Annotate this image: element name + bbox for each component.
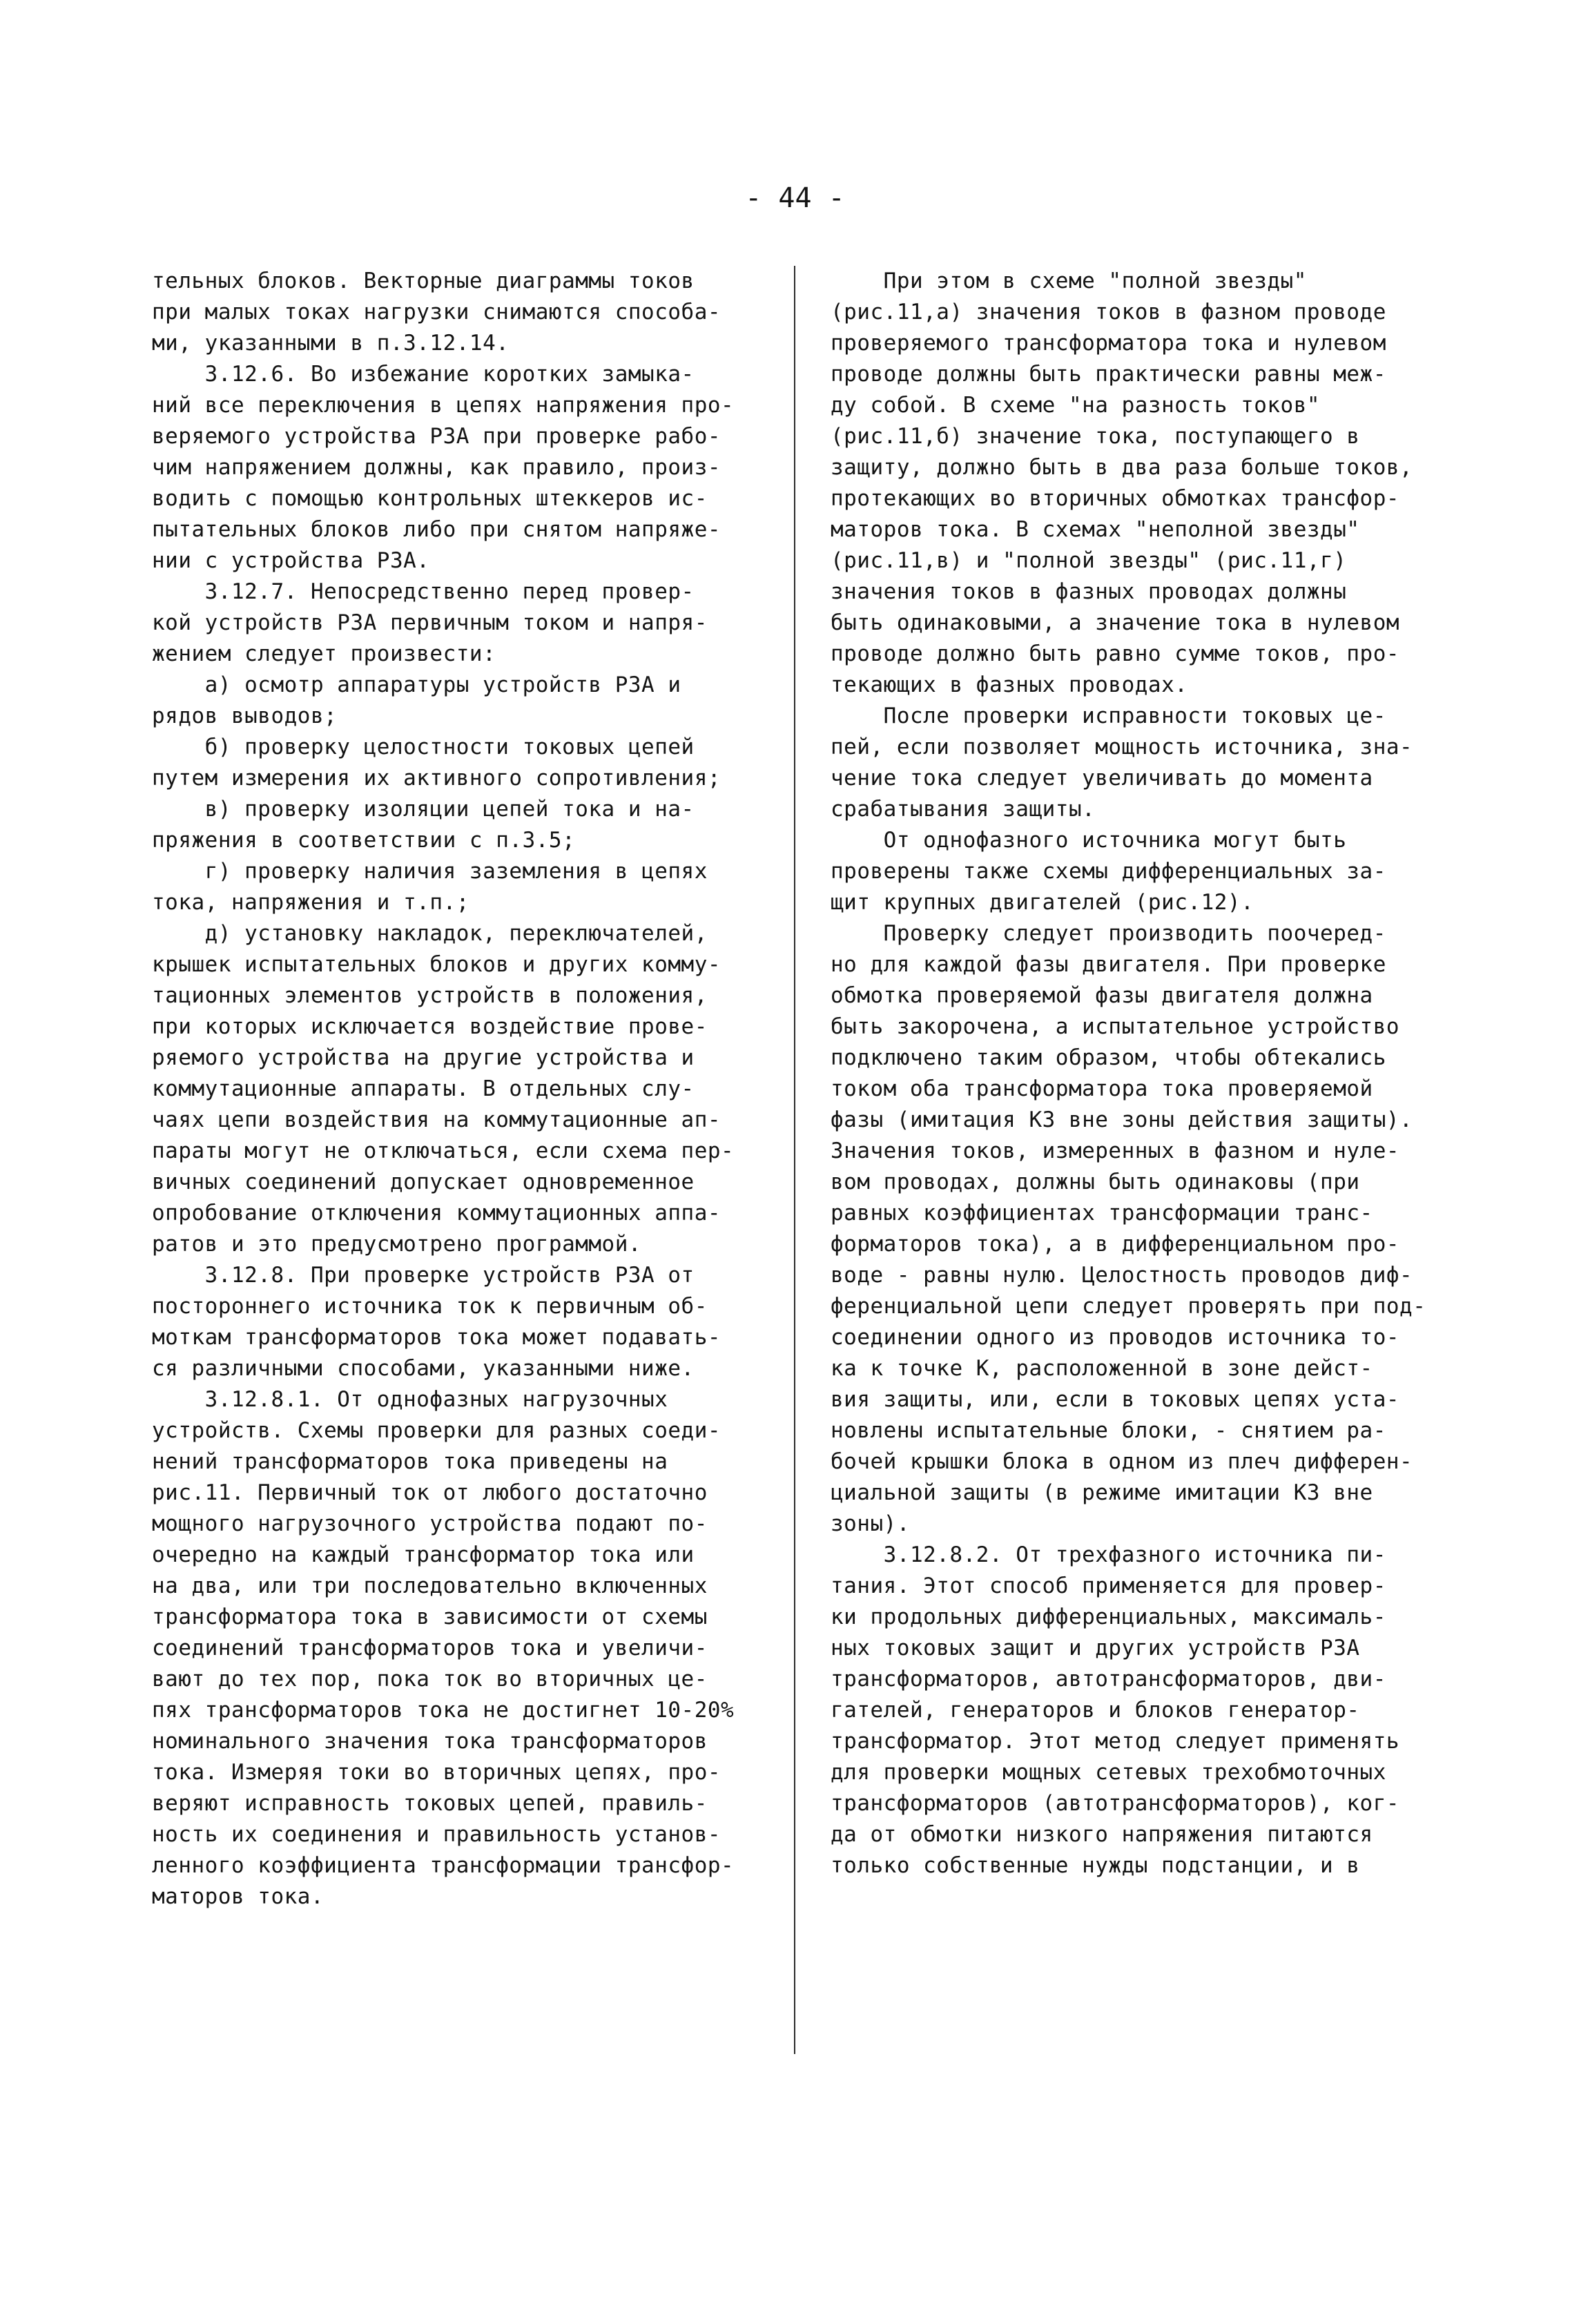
text-line: водить с помощью контрольных штеккеров ис- bbox=[152, 486, 708, 511]
text-line: значения токов в фазных проводах должны bbox=[831, 579, 1347, 604]
text-line: зоны). bbox=[831, 1511, 910, 1536]
text-line: (рис.11,а) значения токов в фазном проводе bbox=[831, 300, 1386, 325]
text-line: вия защиты, или, если в токовых цепях уста- bbox=[831, 1387, 1400, 1412]
text-line: (рис.11,в) и "полной звезды" (рис.11,г) bbox=[831, 548, 1347, 573]
text-line: От однофазного источника могут быть bbox=[831, 828, 1347, 853]
text-line: на два, или три последовательно включенных bbox=[152, 1573, 708, 1598]
text-line: ми, указанными в п.3.12.14. bbox=[152, 331, 510, 356]
text-line: соединений трансформаторов тока и увеличи- bbox=[152, 1636, 708, 1660]
text-line: устройств. Схемы проверки для разных соеди- bbox=[152, 1418, 721, 1443]
text-line: проверяемого трансформатора тока и нулевом bbox=[831, 331, 1386, 356]
text-line: постороннего источника ток к первичным об- bbox=[152, 1294, 708, 1319]
text-line: фазы (имитация КЗ вне зоны действия защиты). bbox=[831, 1107, 1413, 1132]
text-line: вичных соединений допускает одновременное bbox=[152, 1170, 695, 1194]
text-line: номинального значения тока трансформаторов bbox=[152, 1729, 708, 1754]
text-line: Значения токов, измеренных в фазном и нуле- bbox=[831, 1139, 1400, 1163]
text-line: рис.11. Первичный ток от любого достаточно bbox=[152, 1480, 708, 1505]
text-line: проверены также схемы дифференциальных за- bbox=[831, 859, 1386, 884]
text-line: Проверку следует производить поочеред- bbox=[831, 921, 1386, 946]
text-line: трансформатора тока в зависимости от схемы bbox=[152, 1605, 708, 1629]
left-text-column bbox=[152, 266, 759, 1913]
text-line: маторов тока. В схемах "неполной звезды" bbox=[831, 517, 1360, 542]
text-line: срабатывания защиты. bbox=[831, 797, 1096, 822]
text-line: равных коэффициентах трансформации транс- bbox=[831, 1201, 1373, 1226]
text-line: да от обмотки низкого напряжения питаются bbox=[831, 1822, 1373, 1847]
text-line: при малых токах нагрузки снимаются способа- bbox=[152, 300, 721, 325]
text-line: пях трансформаторов тока не достигнет 10-20% bbox=[152, 1698, 735, 1723]
text-line: 3.12.8.2. От трехфазного источника пи- bbox=[831, 1542, 1386, 1567]
text-line: соединении одного из проводов источника то- bbox=[831, 1325, 1400, 1350]
text-line: ка к точке К, расположенной в зоне дейст- bbox=[831, 1356, 1373, 1381]
text-line: протекающих во вторичных обмотках трансфор- bbox=[831, 486, 1400, 511]
text-line: ленного коэффициента трансформации трансфор- bbox=[152, 1853, 735, 1878]
text-line: опробование отключения коммутационных аппа- bbox=[152, 1201, 721, 1226]
text-line: 3.12.8. При проверке устройств РЗА от bbox=[152, 1263, 695, 1288]
text-line: нений трансформаторов тока приведены на bbox=[152, 1449, 668, 1474]
text-line: при которых исключается воздействие прове- bbox=[152, 1014, 708, 1039]
text-line: д) установку накладок, переключателей, bbox=[152, 921, 708, 946]
text-line: параты могут не отключаться, если схема пер- bbox=[152, 1139, 735, 1163]
text-line: подключено таким образом, чтобы обтекались bbox=[831, 1045, 1386, 1070]
text-line: мощного нагрузочного устройства подают по- bbox=[152, 1511, 708, 1536]
text-line: новлены испытательные блоки, - снятием ра- bbox=[831, 1418, 1386, 1443]
text-line: вают до тех пор, пока ток во вторичных це- bbox=[152, 1667, 708, 1692]
text-line: жением следует произвести: bbox=[152, 641, 496, 666]
text-line: пряжения в соответствии с п.3.5; bbox=[152, 828, 576, 853]
text-line: быть одинаковыми, а значение тока в нулевом bbox=[831, 610, 1400, 635]
text-line: рядов выводов; bbox=[152, 704, 338, 728]
text-line: защиту, должно быть в два раза больше токов, bbox=[831, 455, 1413, 480]
text-line: током оба трансформатора тока проверяемой bbox=[831, 1076, 1373, 1101]
text-line: крышек испытательных блоков и других комму- bbox=[152, 952, 721, 977]
text-line: а) осмотр аппаратуры устройств РЗА и bbox=[152, 672, 681, 697]
text-line: трансформатор. Этот метод следует применять bbox=[831, 1729, 1400, 1754]
text-line: чение тока следует увеличивать до момента bbox=[831, 766, 1373, 791]
page-number: - 44 - bbox=[745, 182, 845, 214]
text-line: 3.12.8.1. От однофазных нагрузочных bbox=[152, 1387, 668, 1412]
text-line: для проверки мощных сетевых трехобмоточных bbox=[831, 1760, 1386, 1785]
text-line: вом проводах, должны быть одинаковы (при bbox=[831, 1170, 1360, 1194]
text-line: циальной защиты (в режиме имитации КЗ вне bbox=[831, 1480, 1373, 1505]
text-line: пей, если позволяет мощность источника, зна- bbox=[831, 735, 1413, 759]
text-line: в) проверку изоляции цепей тока и на- bbox=[152, 797, 695, 822]
text-line: ность их соединения и правильность установ- bbox=[152, 1822, 721, 1847]
text-line: пытательных блоков либо при снятом напряже- bbox=[152, 517, 721, 542]
text-line: ду собой. В схеме "на разность токов" bbox=[831, 393, 1321, 418]
text-line: кой устройств РЗА первичным током и напря- bbox=[152, 610, 708, 635]
text-line: г) проверку наличия заземления в цепях bbox=[152, 859, 708, 884]
text-line: путем измерения их активного сопротивления; bbox=[152, 766, 721, 791]
column-divider bbox=[794, 266, 795, 2054]
text-line: б) проверку целостности токовых цепей bbox=[152, 735, 695, 759]
text-line: коммутационные аппараты. В отдельных слу- bbox=[152, 1076, 695, 1101]
text-line: При этом в схеме "полной звезды" bbox=[831, 269, 1307, 293]
text-line: бочей крышки блока в одном из плеч дифферен- bbox=[831, 1449, 1413, 1474]
text-line: проводе должно быть равно сумме токов, про- bbox=[831, 641, 1400, 666]
text-line: ференциальной цепи следует проверять при под- bbox=[831, 1294, 1426, 1319]
text-line: трансформаторов, автотрансформаторов, дви- bbox=[831, 1667, 1386, 1692]
text-line: тельных блоков. Векторные диаграммы токов bbox=[152, 269, 695, 293]
text-line: только собственные нужды подстанции, и в bbox=[831, 1853, 1360, 1878]
text-line: проводе должны быть практически равны меж- bbox=[831, 362, 1386, 387]
text-line: После проверки исправности токовых це- bbox=[831, 704, 1386, 728]
right-text-column bbox=[831, 266, 1438, 1881]
text-line: чим напряжением должны, как правило, произ- bbox=[152, 455, 721, 480]
text-line: тока, напряжения и т.п.; bbox=[152, 890, 469, 915]
text-line: веряют исправность токовых цепей, правиль- bbox=[152, 1791, 708, 1816]
text-line: форматоров тока), а в дифференциальном про- bbox=[831, 1232, 1400, 1257]
text-line: воде - равны нулю. Целостность проводов диф- bbox=[831, 1263, 1413, 1288]
text-line: гателей, генераторов и блоков генератор- bbox=[831, 1698, 1360, 1723]
text-line: ки продольных дифференциальных, максималь- bbox=[831, 1605, 1386, 1629]
text-line: ратов и это предусмотрено программой. bbox=[152, 1232, 642, 1257]
text-line: текающих в фазных проводах. bbox=[831, 672, 1188, 697]
text-line: трансформаторов (автотрансформаторов), ког- bbox=[831, 1791, 1400, 1816]
text-line: но для каждой фазы двигателя. При проверке bbox=[831, 952, 1386, 977]
text-line: быть закорочена, а испытательное устройство bbox=[831, 1014, 1400, 1039]
text-line: тания. Этот способ применяется для провер- bbox=[831, 1573, 1386, 1598]
text-line: маторов тока. bbox=[152, 1884, 324, 1909]
text-line: 3.12.7. Непосредственно перед провер- bbox=[152, 579, 695, 604]
text-line: нии с устройства РЗА. bbox=[152, 548, 430, 573]
text-line: тока. Измеряя токи во вторичных цепях, про- bbox=[152, 1760, 721, 1785]
text-line: ряемого устройства на другие устройства и bbox=[152, 1045, 695, 1070]
text-line: ся различными способами, указанными ниже. bbox=[152, 1356, 695, 1381]
text-line: ний все переключения в цепях напряжения про- bbox=[152, 393, 735, 418]
text-line: чаях цепи воздействия на коммутационные ап- bbox=[152, 1107, 721, 1132]
text-line: щит крупных двигателей (рис.12). bbox=[831, 890, 1254, 915]
text-line: моткам трансформаторов тока может подавать- bbox=[152, 1325, 721, 1350]
text-line: обмотка проверяемой фазы двигателя должна bbox=[831, 983, 1373, 1008]
text-line: тационных элементов устройств в положения, bbox=[152, 983, 708, 1008]
text-line: (рис.11,б) значение тока, поступающего в bbox=[831, 424, 1360, 449]
text-line: веряемого устройства РЗА при проверке рабо- bbox=[152, 424, 721, 449]
text-line: очередно на каждый трансформатор тока или bbox=[152, 1542, 695, 1567]
text-line: ных токовых защит и других устройств РЗА bbox=[831, 1636, 1360, 1660]
text-line: 3.12.6. Во избежание коротких замыка- bbox=[152, 362, 695, 387]
